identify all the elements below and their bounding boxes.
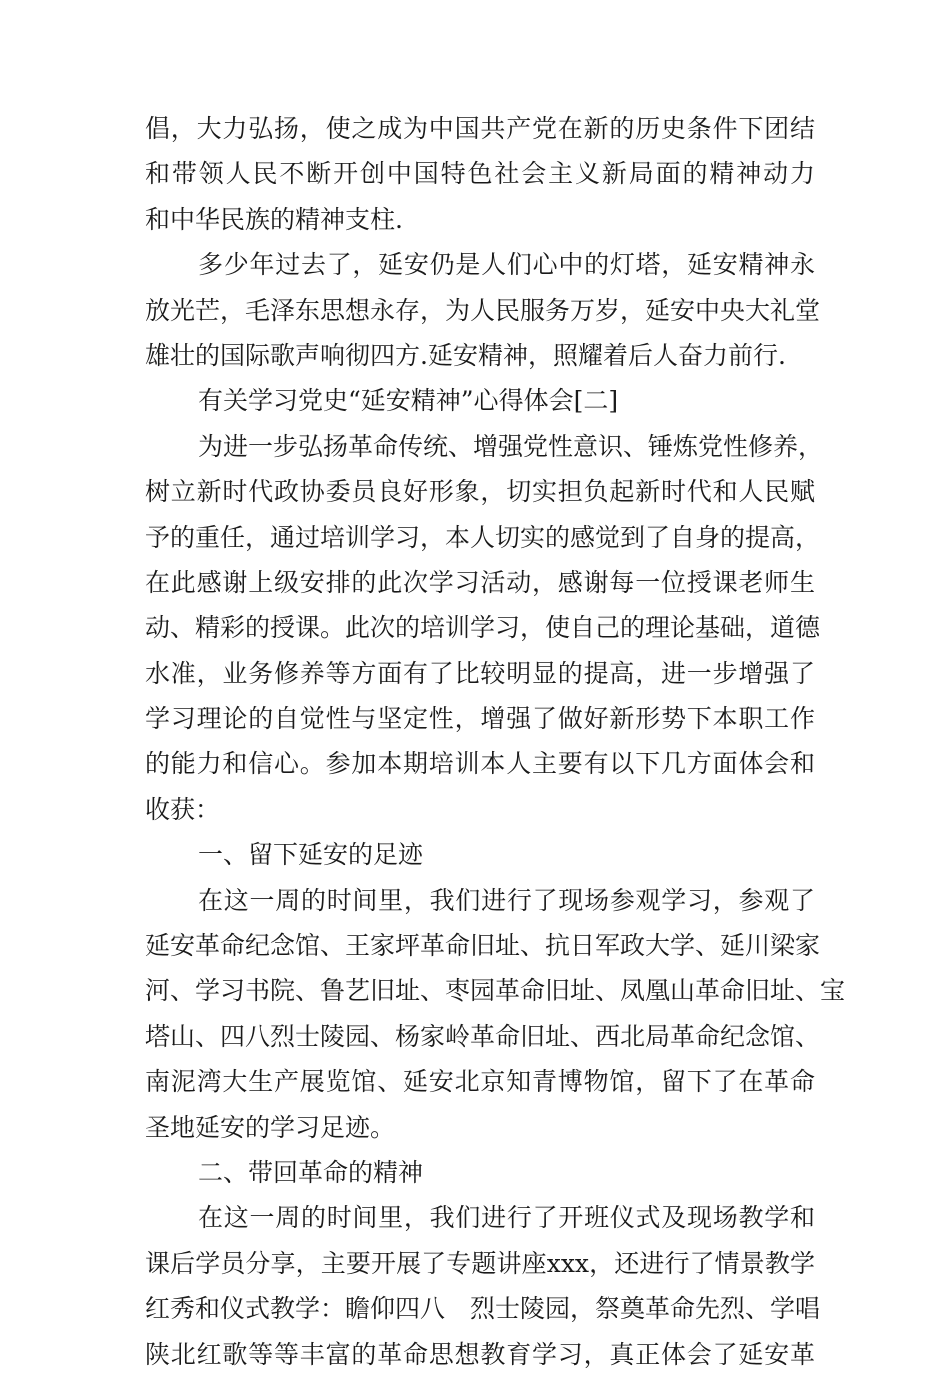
text-line: 予的重任，通过培训学习，本人切实的感觉到了自身的提高，: [145, 522, 821, 552]
text-line: 收获：: [145, 794, 221, 824]
text-line: 延安革命纪念馆、王家坪革命旧址、抗日军政大学、延川梁家: [145, 931, 821, 961]
text-line: 为进一步弘扬革命传统、增强党性意识、锤炼党性修养，: [198, 431, 824, 461]
text-line: 圣地延安的学习足迹。: [145, 1112, 396, 1142]
text-line: 树立新时代政协委员良好形象，切实担负起新时代和人民赋: [145, 477, 815, 507]
text-line: 塔山、四八烈士陵园、杨家岭革命旧址、西北局革命纪念馆、: [145, 1021, 821, 1051]
text-line: 学习理论的自觉性与坚定性，增强了做好新形势下本职工作: [145, 704, 815, 734]
text-line: 雄壮的国际歌声响彻四方.延安精神，照耀着后人奋力前行.: [145, 340, 786, 370]
text-line: 在此感谢上级安排的此次学习活动，感谢每一位授课老师生: [145, 567, 815, 597]
text-line: 和带领人民不断开创中国特色社会主义新局面的精神动力: [145, 159, 815, 189]
text-line: 多少年过去了，延安仍是人们心中的灯塔，延安精神永: [198, 250, 815, 280]
text-line: 在这一周的时间里，我们进行了现场参观学习，参观了: [198, 885, 815, 915]
text-line: 陕北红歌等等丰富的革命思想教育学习，真正体会了延安革: [145, 1339, 815, 1369]
text-line: 南泥湾大生产展览馆、延安北京知青博物馆，留下了在革命: [145, 1067, 815, 1097]
text-line: 动、精彩的授课。此次的培训学习，使自己的理论基础，道德: [145, 613, 821, 643]
text-line: 倡，大力弘扬，使之成为中国共产党在新的历史条件下团结: [145, 114, 815, 143]
text-line: 河、学习书院、鲁艺旧址、枣园革命旧址、凤凰山革命旧址、宝: [145, 976, 846, 1006]
section-title: 有关学习党史“延安精神”心得体会[二]: [198, 386, 619, 416]
document-body: [145, 106, 846, 1377]
text-line: 课后学员分享，主要开展了专题讲座xxx，还进行了情景教学: [145, 1248, 815, 1278]
text-line: 红秀和仪式教学：瞻仰四八 烈士陵园，祭奠革命先烈、学唱: [145, 1294, 821, 1324]
text-line: 的能力和信心。参加本期培训本人主要有以下几方面体会和: [145, 749, 815, 779]
text-line: 在这一周的时间里，我们进行了开班仪式及现场教学和: [198, 1203, 815, 1233]
text-line: 放光芒，毛泽东思想永存，为人民服务万岁，延安中央大礼堂: [145, 295, 821, 325]
text-line: 和中华民族的精神支柱.: [145, 204, 403, 234]
section-heading: 一、留下延安的足迹: [198, 840, 424, 870]
section-heading: 二、带回革命的精神: [198, 1157, 424, 1187]
text-line: 水准，业务修养等方面有了比较明显的提高，进一步增强了: [145, 658, 815, 688]
